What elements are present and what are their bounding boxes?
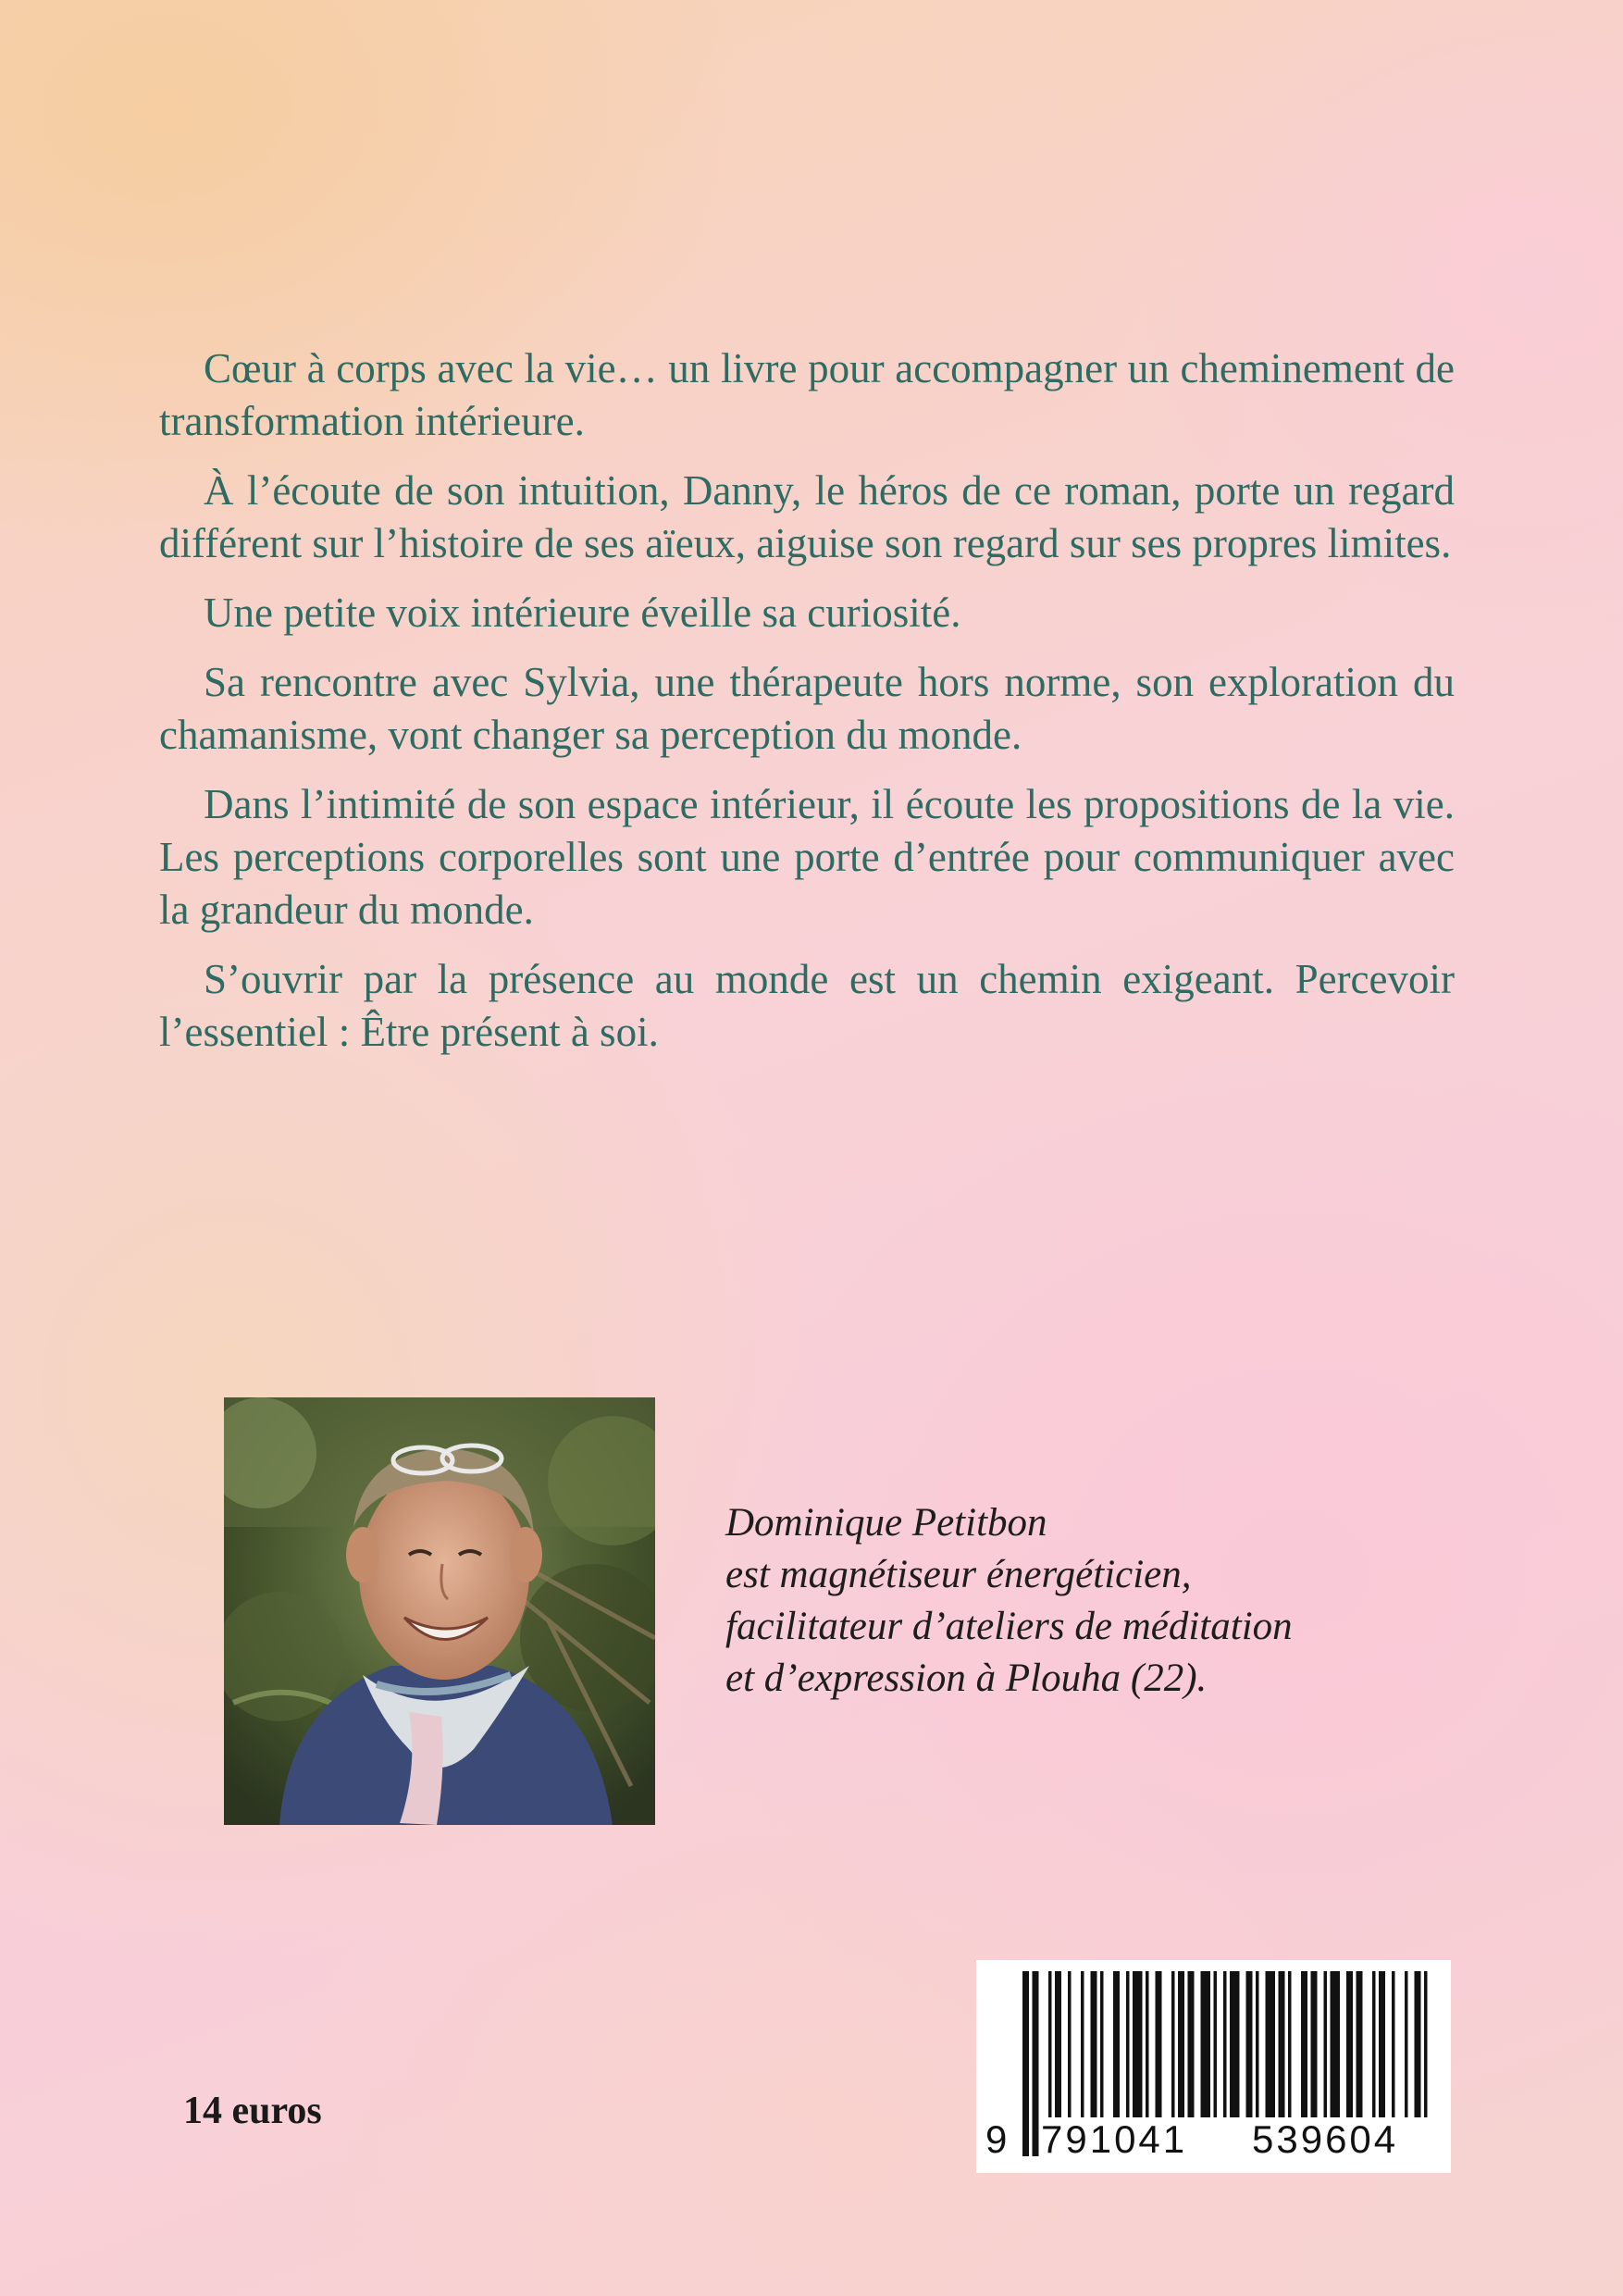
barcode-digits-group-1: 791041 [1041,2117,1226,2166]
barcode-bar [1230,1971,1240,2117]
back-cover-blurb [159,342,1455,1075]
barcode-bar [1214,1971,1218,2117]
barcode-bar [1256,1971,1259,2117]
author-bio-line: et d’expression à Plouha (22). [725,1657,1208,1700]
blurb-paragraph: S’ouvrir par la présence au monde est un chemin exigeant. Percevoir l’essentiel : Être présent à soi. [159,956,1455,1055]
barcode-digits-group-2: 539604 [1252,2117,1437,2166]
barcode-bar [1133,1971,1143,2117]
barcode-bar [1324,1971,1328,2117]
barcode-bar [1223,1971,1227,2117]
barcode-bar [1392,1971,1395,2117]
barcode-bar [1091,1971,1097,2117]
author-name: Dominique Petitbon [725,1501,1047,1545]
barcode-bar [1048,1971,1052,2117]
barcode-bar [1033,1971,1039,2156]
price-label: 14 euros [183,2090,322,2132]
barcode-digit-lead: 9 [985,2117,1010,2166]
author-photo [224,1397,655,1825]
barcode-bar [1301,1971,1307,2117]
barcode-bar [1171,1971,1175,2117]
blurb-paragraph: Cœur à corps avec la vie… un livre pour accompagner un cheminement de transformation intérieure. [159,345,1455,444]
barcode-bar [1100,1971,1104,2117]
barcode-bar [1266,1971,1276,2117]
barcode-bar [1081,1971,1084,2117]
barcode-bar [1311,1971,1318,2117]
barcode-bar [1331,1971,1341,2117]
isbn-barcode [976,1960,1451,2173]
author-bio [725,1497,1447,1705]
barcode-bar [1279,1971,1285,2117]
blurb-paragraph: Sa rencontre avec Sylvia, une thérapeute hors norme, son exploration du chamanisme, vont changer sa perception du monde. [159,659,1455,758]
barcode-bar [1379,1971,1385,2117]
barcode-bar [1055,1971,1061,2117]
blurb-paragraph: Dans l’intimité de son espace intérieur, il écoute les propositions de la vie. Les perceptions corporelles sont une porte d’entrée pour communiquer avec la grandeur du monde. [159,781,1455,933]
barcode-bar [1415,1971,1421,2117]
barcode-bar [1068,1971,1072,2117]
blurb-paragraph: À l’écoute de son intuition, Danny, le héros de ce roman, porte un regard différent sur l’histoire de ses aïeux, aiguise son regard sur ses propres limites. [159,467,1455,566]
barcode-bar [1201,1971,1211,2117]
barcode-bar [1405,1971,1408,2117]
blurb-paragraph: Une petite voix intérieure éveille sa curiosité. [204,590,961,636]
barcode-bar [1146,1971,1149,2117]
barcode-bar [1156,1971,1162,2117]
author-bio-line: est magnétiseur énergéticien, [725,1553,1192,1596]
barcode-bar [1246,1971,1253,2117]
barcode-bar [1357,1971,1363,2117]
barcode-bar [1022,1971,1029,2156]
barcode-bar [1126,1971,1130,2117]
barcode-bar [1288,1971,1292,2117]
barcode-bar [1346,1971,1353,2117]
author-bio-line: facilitateur d’ateliers de méditation [725,1605,1293,1648]
barcode-bar [1113,1971,1120,2117]
barcode-bar [1372,1971,1376,2117]
